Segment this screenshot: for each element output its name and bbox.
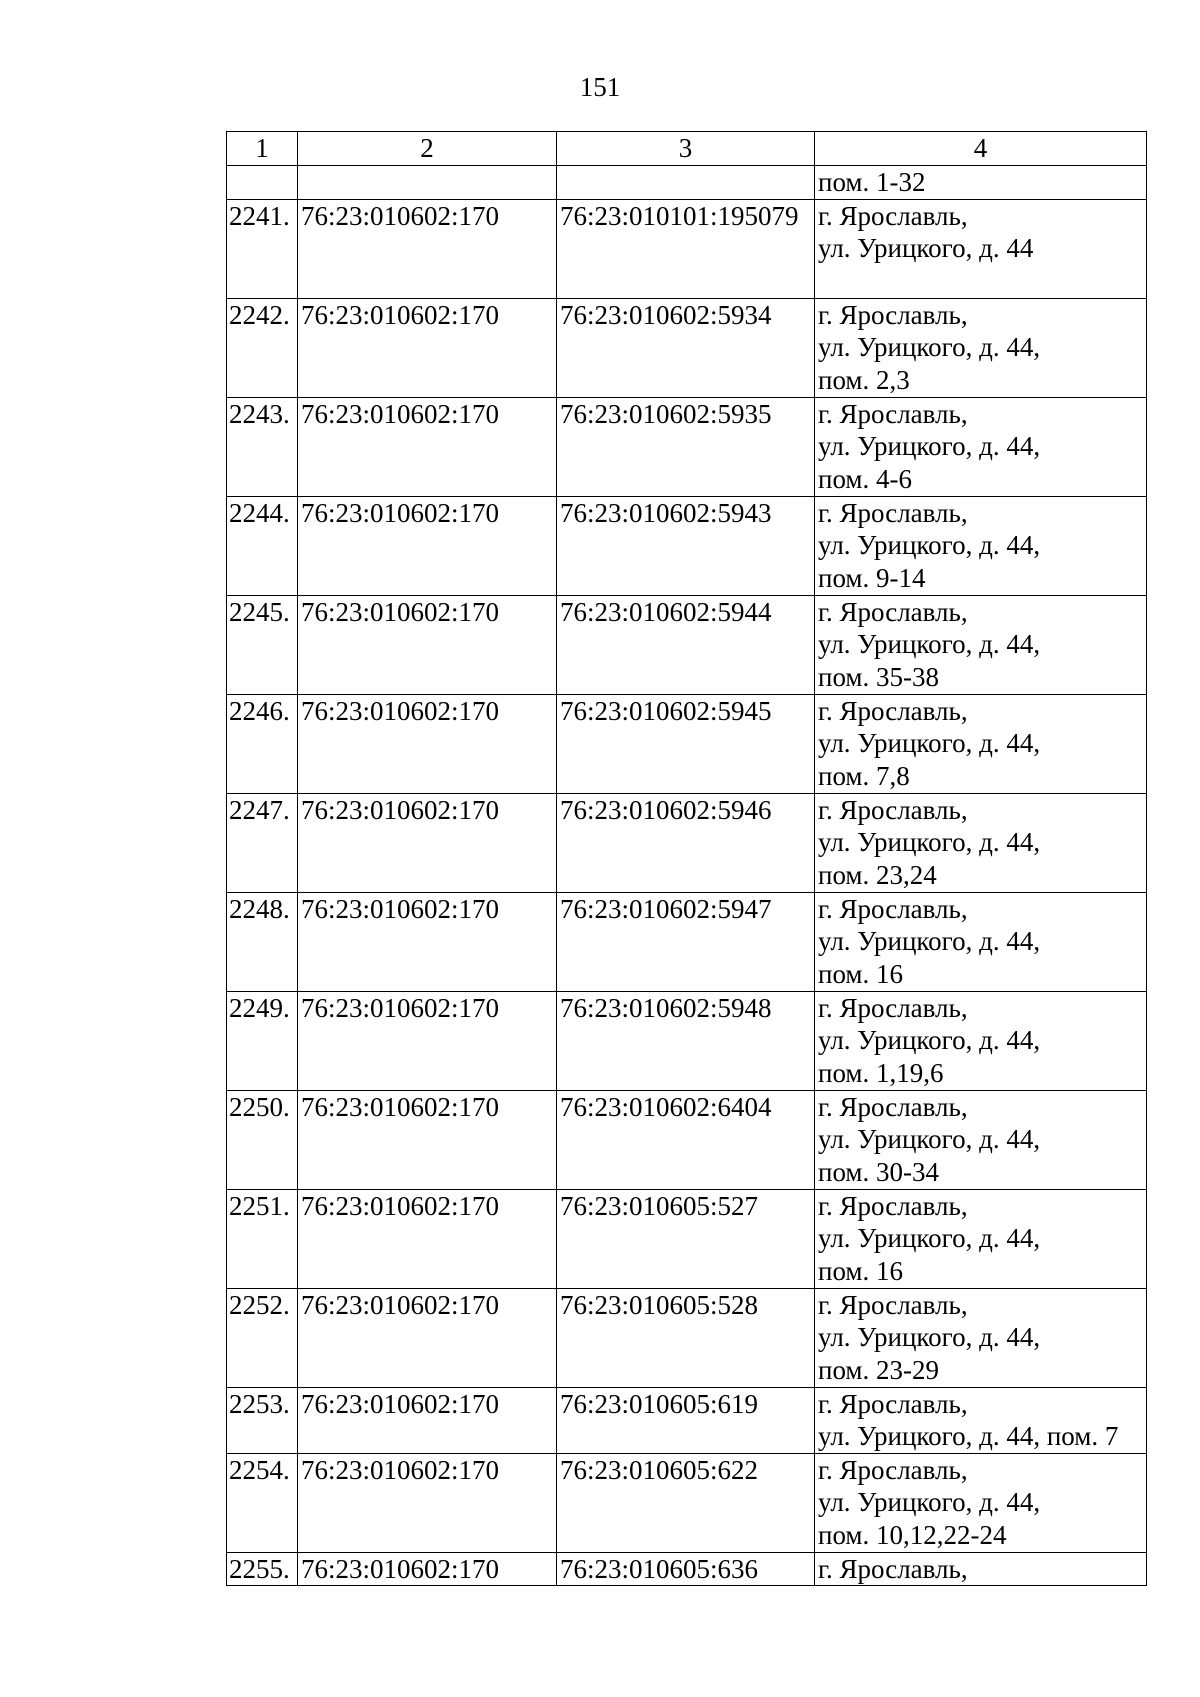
- address-line: ул. Урицкого, д. 44,: [818, 728, 1041, 758]
- address-line: г. Ярославль,: [818, 794, 968, 825]
- table-row: [227, 991, 1147, 1090]
- address-line: г. Ярославль,: [818, 1091, 968, 1122]
- cell-row-number: 2246.: [227, 694, 298, 793]
- address-line: ул. Урицкого, д. 44,: [818, 1322, 1041, 1352]
- cell-parcel-number: 76:23:010602:170: [298, 1552, 557, 1586]
- cell-row-number: 2244.: [227, 496, 298, 595]
- cell-address: [815, 1189, 1147, 1288]
- address-line: пом. 9-14: [818, 562, 926, 593]
- cell-object-number: 76:23:010605:636: [557, 1552, 815, 1586]
- cell-address: [815, 496, 1147, 595]
- cell-row-number: 2242.: [227, 298, 298, 397]
- address-line: г. Ярославль,: [818, 398, 968, 429]
- column-header-2: 2: [298, 132, 557, 166]
- address-line: г. Ярославль,: [818, 893, 968, 924]
- address-line: ул. Урицкого, д. 44,: [818, 827, 1041, 857]
- cell-parcel-number: 76:23:010602:170: [298, 595, 557, 694]
- address-line: ул. Урицкого, д. 44,: [818, 1025, 1041, 1055]
- address-line: ул. Урицкого, д. 44,: [818, 1487, 1041, 1517]
- cell-object-number: 76:23:010605:528: [557, 1288, 815, 1387]
- cell-row-number: 2255.: [227, 1552, 298, 1586]
- table-row: [227, 1189, 1147, 1288]
- cell-parcel-number: 76:23:010602:170: [298, 199, 557, 298]
- table-row: [227, 1387, 1147, 1453]
- address-line: г. Ярославль,: [818, 200, 968, 231]
- address-line: пом. 35-38: [818, 661, 940, 692]
- cell-object-number: [557, 166, 815, 200]
- cell-row-number: 2251.: [227, 1189, 298, 1288]
- cell-parcel-number: 76:23:010602:170: [298, 694, 557, 793]
- table-row: [227, 1090, 1147, 1189]
- cell-parcel-number: 76:23:010602:170: [298, 1288, 557, 1387]
- cell-address: [815, 397, 1147, 496]
- cell-address: [815, 1288, 1147, 1387]
- address-line: пом. 30-34: [818, 1156, 940, 1187]
- table-row: [227, 1552, 1147, 1586]
- cell-object-number: 76:23:010602:6404: [557, 1090, 815, 1189]
- cell-parcel-number: 76:23:010602:170: [298, 1387, 557, 1453]
- registry-table: [226, 131, 1147, 1586]
- cell-row-number: 2252.: [227, 1288, 298, 1387]
- table-header-row: [227, 132, 1147, 166]
- cell-object-number: 76:23:010101:195079: [557, 199, 815, 298]
- table-row: [227, 199, 1147, 298]
- cell-parcel-number: 76:23:010602:170: [298, 397, 557, 496]
- address-line: г. Ярославль,: [818, 1454, 968, 1485]
- registry-table-body: [227, 132, 1147, 1586]
- cell-address: [815, 1552, 1147, 1586]
- address-line: ул. Урицкого, д. 44,: [818, 629, 1041, 659]
- cell-address: [815, 1090, 1147, 1189]
- cell-object-number: 76:23:010602:5944: [557, 595, 815, 694]
- cell-row-number: 2241.: [227, 199, 298, 298]
- address-line: ул. Урицкого, д. 44, пом. 7: [818, 1421, 1119, 1451]
- address-line: пом. 23,24: [818, 859, 937, 890]
- table-row: [227, 694, 1147, 793]
- address-line: ул. Урицкого, д. 44,: [818, 431, 1041, 461]
- address-line: пом. 2,3: [818, 364, 910, 395]
- cell-row-number: 2243.: [227, 397, 298, 496]
- cell-parcel-number: 76:23:010602:170: [298, 892, 557, 991]
- cell-row-number: 2249.: [227, 991, 298, 1090]
- cell-object-number: 76:23:010602:5948: [557, 991, 815, 1090]
- table-row: [227, 1288, 1147, 1387]
- column-header-3: 3: [557, 132, 815, 166]
- address-line: г. Ярославль,: [818, 299, 968, 330]
- cell-parcel-number: 76:23:010602:170: [298, 496, 557, 595]
- address-line: ул. Урицкого, д. 44: [818, 233, 1034, 263]
- cell-object-number: 76:23:010602:5946: [557, 793, 815, 892]
- cell-parcel-number: 76:23:010602:170: [298, 1090, 557, 1189]
- cell-address: [815, 166, 1147, 200]
- table-row: [227, 892, 1147, 991]
- table-row: [227, 793, 1147, 892]
- address-line: г. Ярославль,: [818, 992, 968, 1023]
- address-line: ул. Урицкого, д. 44,: [818, 1223, 1041, 1253]
- address-line: пом. 4-6: [818, 463, 913, 494]
- address-line: пом. 7,8: [818, 760, 910, 791]
- address-line: г. Ярославль,: [818, 1190, 968, 1221]
- cell-row-number: 2254.: [227, 1453, 298, 1552]
- address-line: пом. 1,19,6: [818, 1057, 944, 1088]
- cell-object-number: 76:23:010605:619: [557, 1387, 815, 1453]
- table-row: [227, 496, 1147, 595]
- address-line: пом. 10,12,22-24: [818, 1519, 1007, 1550]
- address-line: ул. Урицкого, д. 44,: [818, 530, 1041, 560]
- cell-object-number: 76:23:010602:5934: [557, 298, 815, 397]
- cell-row-number: 2245.: [227, 595, 298, 694]
- column-header-1: 1: [227, 132, 298, 166]
- address-line: г. Ярославль,: [818, 1388, 968, 1419]
- table-row: [227, 397, 1147, 496]
- cell-row-number: 2253.: [227, 1387, 298, 1453]
- table-row: [227, 298, 1147, 397]
- cell-parcel-number: 76:23:010602:170: [298, 1453, 557, 1552]
- table-row: [227, 595, 1147, 694]
- cell-address: [815, 298, 1147, 397]
- cell-row-number: [227, 166, 298, 200]
- cell-object-number: 76:23:010605:622: [557, 1453, 815, 1552]
- address-line: пом. 1-32: [818, 167, 926, 197]
- cell-parcel-number: 76:23:010602:170: [298, 1189, 557, 1288]
- address-line: г. Ярославль,: [818, 695, 968, 726]
- page-number: 151: [579, 72, 621, 102]
- address-line: пом. 23-29: [818, 1354, 940, 1385]
- address-line: пом. 16: [818, 1255, 904, 1286]
- cell-address: [815, 1453, 1147, 1552]
- cell-object-number: 76:23:010602:5945: [557, 694, 815, 793]
- address-line: г. Ярославль,: [818, 1289, 968, 1320]
- column-header-4: 4: [815, 132, 1147, 166]
- cell-row-number: 2250.: [227, 1090, 298, 1189]
- address-line: г. Ярославль,: [818, 596, 968, 627]
- cell-address: [815, 694, 1147, 793]
- address-line: ул. Урицкого, д. 44,: [818, 926, 1041, 956]
- cell-row-number: 2247.: [227, 793, 298, 892]
- address-line: ул. Урицкого, д. 44,: [818, 332, 1041, 362]
- cell-parcel-number: 76:23:010602:170: [298, 991, 557, 1090]
- table-continuation-row: [227, 166, 1147, 200]
- cell-parcel-number: 76:23:010602:170: [298, 793, 557, 892]
- address-line: г. Ярославль,: [818, 497, 968, 528]
- cell-address: [815, 199, 1147, 298]
- cell-parcel-number: 76:23:010602:170: [298, 298, 557, 397]
- cell-object-number: 76:23:010602:5935: [557, 397, 815, 496]
- table-row: [227, 1453, 1147, 1552]
- cell-address: [815, 892, 1147, 991]
- cell-object-number: 76:23:010605:527: [557, 1189, 815, 1288]
- address-line: г. Ярославль,: [818, 1553, 968, 1584]
- cell-object-number: 76:23:010602:5943: [557, 496, 815, 595]
- cell-parcel-number: [298, 166, 557, 200]
- cell-address: [815, 793, 1147, 892]
- cell-address: [815, 1387, 1147, 1453]
- cell-row-number: 2248.: [227, 892, 298, 991]
- cell-object-number: 76:23:010602:5947: [557, 892, 815, 991]
- address-line: ул. Урицкого, д. 44,: [818, 1124, 1041, 1154]
- cell-address: [815, 991, 1147, 1090]
- cell-address: [815, 595, 1147, 694]
- address-line: пом. 16: [818, 958, 904, 989]
